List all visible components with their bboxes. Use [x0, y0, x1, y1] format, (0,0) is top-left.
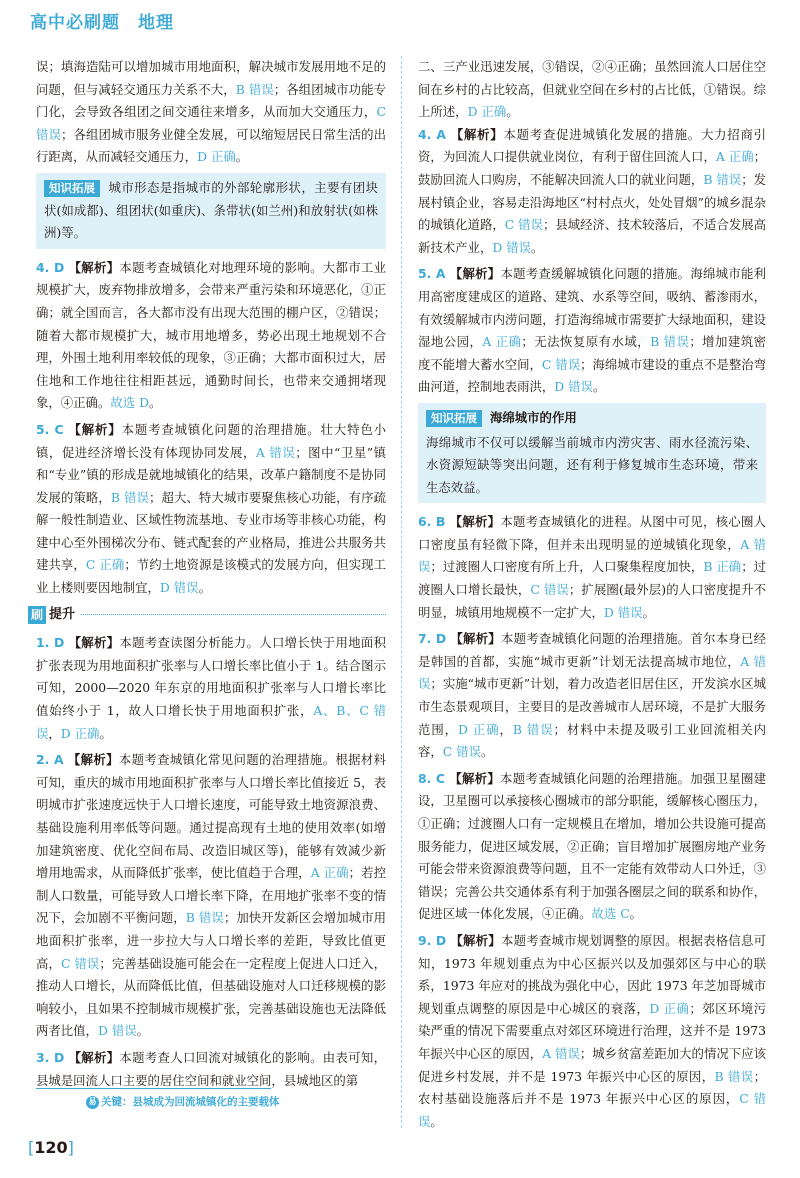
- answer-number: 5. C: [36, 421, 64, 437]
- answer-verdict: A 错误: [418, 536, 767, 575]
- answer-verdict: A、B、C 错误: [36, 703, 386, 741]
- analysis-tag: 【解析】: [449, 770, 501, 786]
- answer-verdict: B 错误: [235, 81, 274, 97]
- text-run: ；扩展圈(最外层)的人口密度提升不明显，城镇用地规模不一定扩大，: [418, 582, 767, 620]
- analysis-tag: 【解析】: [449, 266, 501, 282]
- answer-verdict: C 错误: [541, 356, 581, 372]
- left-column: [30, 56, 387, 1110]
- answer-verdict: D 正确: [649, 1000, 690, 1016]
- answer-verdict: D 正确: [197, 149, 236, 165]
- text-run: ；若控制人口数量，可能导致人口增长率下降，在用地扩张率不变的情况下，会加剧不平衡问题，: [36, 865, 387, 926]
- left-q3-continuation: [36, 56, 386, 169]
- text-run: ；超大、特大城市要聚焦核心功能，有序疏解一般性制造业、区域性物流基地、专业市场等非核心功能，构建中心至外围梯次分布、链式配套的产业格局，推进公共服务共建共享，: [36, 489, 387, 573]
- answer-number: 4. D: [36, 259, 65, 275]
- text-run: 。: [642, 604, 655, 620]
- text-run: 。: [531, 239, 544, 255]
- answer-number: 1. D: [36, 635, 65, 651]
- text-run: ；增加建筑密度不能增大蓄水空间，: [418, 334, 767, 372]
- answer-number: 8. C: [418, 770, 446, 786]
- text-run: ；城乡贫富差距加大的情况下应该促进乡村发展，并不是 1973 年振兴中心区的原因，: [418, 1045, 767, 1084]
- answer-item: [36, 257, 386, 415]
- answer-verdict: A 错误: [418, 653, 766, 692]
- analysis-tag: 【解析】: [450, 932, 501, 948]
- answer-item: [418, 628, 766, 764]
- page-header-title: 高中必刷题 地理: [30, 13, 174, 33]
- answer-number: 2. A: [36, 752, 64, 768]
- answer-verdict: D 错误: [159, 580, 199, 596]
- answer-verdict: C 错误: [60, 955, 100, 971]
- text-run: 本题考查城市规划调整的原因。根据表格信息可知，1973 年规划重点为中心区振兴以及加强郊区与中心的联系，1973 年应对的挑战为强化中心，因此 1973 年芝加哥城市规划重点调整的原因是中心城区的衰落，: [418, 932, 766, 1016]
- section-heading-improve: [28, 604, 386, 627]
- analysis-tag: 【解析】: [68, 259, 120, 275]
- knowledge-badge: 知识拓展: [44, 180, 100, 197]
- analysis-tag: 【解析】: [67, 752, 119, 768]
- text-run: 本题考查读图分析能力。人口增长快于用地面积扩张表现为用地面积扩张率与人口增长率比值小于 1。结合图示可知，2000—2020 年东京的用地面积扩张率与人口增长率比值始终小于 1，故人口增长快于用地面积扩张，: [36, 635, 387, 719]
- text-run: ，县城地区的第: [271, 1072, 359, 1088]
- answer-number: 4. A: [418, 126, 447, 142]
- text-run: ；各组团城市功能专门化，会导致各组团之间交通往来增多，从而加大交通压力，: [36, 81, 387, 120]
- text-run: ；图中“卫星”镇和“专业”镇的形成是就地城镇化的结果，改革户籍制度不是协同发展的策略，: [36, 444, 387, 505]
- key-point-annotation: [86, 1094, 386, 1110]
- text-run: 。: [198, 580, 211, 596]
- text-run: ；实施“城市更新”计划，着力改造老旧居住区，开发滨水区城市生态景观项目，主要目的是改善城市人居环境，不是扩大服务范围，: [418, 676, 767, 737]
- answer-item: [36, 419, 386, 600]
- answer-verdict: D 正确: [467, 104, 507, 120]
- text-run: 。: [235, 149, 249, 165]
- column-divider: [401, 56, 402, 1128]
- right-q3-continuation: [418, 56, 766, 124]
- section-divider: [81, 614, 386, 615]
- text-run: 本题考查城镇化的进程。从图中可见，核心圈人口密度虽有轻微下降，但并未出现明显的逆城镇化现象，: [418, 514, 767, 552]
- text-run: 本题考查促进城镇化发展的措施。大力招商引资，为回流人口提供就业岗位，有利于留住回流人口，: [418, 126, 767, 165]
- answer-text: [418, 514, 766, 619]
- answer-text: [418, 266, 766, 394]
- text-run: ；加快开发新区会增加城市用地面积扩张率，进一步拉大与人口增长率的差距，导致比值更高，: [36, 910, 387, 971]
- answer-text: [36, 635, 386, 740]
- answer-verdict: D 错误: [603, 604, 643, 620]
- knowledge-title: 海绵城市的作用: [490, 409, 577, 425]
- answer-verdict: B 正确: [703, 559, 742, 575]
- key-point-icon: 易: [86, 1096, 99, 1109]
- answer-item: [418, 511, 766, 624]
- answer-verdict: C 正确: [85, 557, 125, 573]
- text-run: ，: [499, 721, 513, 737]
- text-run: ；发展村镇企业，容易走沿海地区“村村点火，处处冒烟”的城乡混杂的城镇化道路，: [418, 171, 767, 233]
- text-run: ；县域经济、技术较落后，不适合发展高新技术产业，: [418, 217, 767, 255]
- text-run: 。: [149, 395, 162, 411]
- page-number: [120]: [28, 1138, 74, 1157]
- answer-text: [36, 752, 386, 1038]
- answer-number: 7. D: [418, 631, 447, 647]
- answer-item: [36, 1047, 386, 1092]
- answer-verdict: A 错误: [542, 1045, 580, 1061]
- answer-verdict: B 错误: [110, 489, 149, 505]
- text-run: 。: [506, 104, 519, 120]
- text-run: 本题考查城镇化问题的治理措施。壮大特色小镇，促进经济增长没有体现协同发展，: [36, 421, 386, 460]
- answer-verdict: D 正确: [458, 721, 500, 737]
- section-title: 提升: [49, 606, 76, 622]
- text-run: ；完善基础设施可能会在一定程度上促进人口迁入，推动人口增长，从而降低比值，但基础设施对人口迁移规模的影响较小，且如果不控制城市规模扩张，完善基础设施也无法降低两者比值，: [36, 955, 387, 1039]
- text-run: ；填海造陆可以增加城市用地面积，解决城市发展用地不足的问题，但与减轻交通压力关系不大，: [36, 59, 387, 97]
- section-badge: 刷: [28, 606, 46, 624]
- text-run: 。: [592, 379, 606, 395]
- text-run: ；郊区环境污染严重的情况下需要重点对郊区环境进行治理，这并不是 1973 年振兴中心区的原因，: [418, 1000, 767, 1061]
- answer-text: [418, 127, 766, 255]
- analysis-tag: 【解析】: [67, 421, 122, 437]
- answer-verdict: 故选 D: [110, 395, 149, 411]
- answer-verdict: C 错误: [504, 217, 543, 233]
- text-run: ；过渡圈人口增长最快，: [418, 559, 767, 598]
- answer-text: [36, 422, 386, 595]
- answer-verdict: A 正确: [482, 334, 522, 350]
- text-run: 误: [36, 59, 49, 74]
- text-run: 。: [629, 906, 643, 922]
- answer-verdict: D 错误: [97, 1023, 137, 1039]
- analysis-tag: 【解析】: [449, 514, 501, 530]
- text-run: 本题考查城镇化常见问题的治理措施。根据材料可知，重庆的城市用地面积扩张率与人口增长率比值接近 5，表明城市扩张速度远快于人口增长速度，可能导致土地资源浪费、基础设施利用率低等问题。通过提高现有土地的使用效率(如增加建筑密度、优化空间布局、改造旧城区等)，能够有效减少新增用地需求，从而降低扩张率，使比值趋于合理，: [36, 752, 387, 881]
- answer-verdict: B 错误: [714, 1068, 754, 1084]
- answer-text: [418, 631, 766, 759]
- answer-verdict: D 错误: [492, 239, 531, 255]
- text-run: ；无法恢复原有水域，: [521, 334, 651, 350]
- text-run: 。: [480, 744, 494, 760]
- answer-verdict: D 错误: [554, 379, 593, 395]
- answer-text: [418, 933, 766, 1129]
- answer-verdict: C 错误: [442, 744, 481, 760]
- answer-verdict: A 错误: [255, 444, 296, 460]
- text-run: ；海绵城市建设的重点不是整治弯曲河道，控制地表雨洪，: [418, 356, 767, 395]
- text-run: ；鼓励回流人口购房，不能解决回流人口的就业问题，: [418, 149, 766, 187]
- text-run: 二、三产业迅速发展，③错误，②④正确；虽然回流人口居住空间在乡村的占比较高，但就业空间在乡村的占比低，①错误。综上所述，: [418, 59, 766, 120]
- answer-text: [418, 771, 766, 922]
- knowledge-badge: 知识拓展: [426, 410, 482, 427]
- text-run: ；过渡圈人口密度有所上升，人口聚集程度加快，: [430, 559, 704, 575]
- answer-item: [418, 124, 766, 260]
- answer-verdict: C 错误: [530, 582, 569, 598]
- text-run: ；节约土地资源是该模式的发展方向，但实现工业上楼则要因地制宜，: [36, 557, 387, 596]
- answer-verdict: B 错误: [512, 721, 554, 737]
- answer-item: [418, 263, 766, 399]
- knowledge-box-city-shape: [36, 173, 386, 249]
- page-number-value: 120: [34, 1138, 68, 1157]
- answer-verdict: A 正确: [310, 865, 349, 881]
- answer-number: 6. B: [418, 514, 446, 530]
- analysis-tag: 【解析】: [68, 1049, 120, 1065]
- text-run: 本题考查城镇化问题的治理措施。加强卫星圈建设，卫星圈可以承接核心圈城市的部分职能，缓解核心圈压力，①正确；过渡圈人口有一定规模且在增加，增加公共设施可提高服务能力，促进区域发展，②正确；盲目增加扩展圈房地产业务可能会带来资源浪费等问题，且不一定能有效带动人口外迁，③错误；完善公共交通体系有利于加强各圈层之间的联系和协作，促进区域一体化发展，④正确。: [418, 770, 767, 922]
- text-run: ；各组团城市服务业健全发展，可以缩短居民日常生活的出行距离，从而减轻交通压力，: [36, 126, 387, 165]
- key-point-text: 关键：县城成为回流城镇化的主要载体: [101, 1096, 280, 1109]
- answer-verdict: B 错误: [703, 171, 742, 187]
- answer-verdict: C 错误: [36, 104, 386, 142]
- knowledge-text: 海绵城市不仅可以缓解当前城市内涝灾害、雨水径流污染、水资源短缺等突出问题，还有利于修复城市生态环境，带来生态效益。: [426, 434, 758, 495]
- answer-verdict: D 正确: [60, 725, 100, 741]
- text-run: 。: [136, 1023, 149, 1039]
- text-run: 本题考查城镇化对地理环境的影响。大都市工业规模扩大，废弃物排放增多，会带来严重污染和环境恶化，①正确；就全国而言，各大都市没有出现大范围的棚户区，②错误；随着大都市规模扩大，城市用地增多，势必出现土地规划不合理，外围土地利用率较低的现象，③正确；大都市面积过大，居住地和工作地往往相距甚远，通勤时间长，也带来交通拥堵现象，④正确。: [36, 259, 387, 411]
- answer-number: 3. D: [36, 1049, 65, 1065]
- text-run: ；农村基础设施落后并不是 1973 年振兴中心区的原因，: [418, 1068, 766, 1107]
- text-run: 。: [430, 1113, 443, 1129]
- knowledge-box-sponge-city: [418, 403, 766, 503]
- answer-item: [36, 749, 386, 1043]
- answer-item: [36, 632, 386, 745]
- answer-item: [418, 768, 766, 926]
- answer-number: 5. A: [418, 266, 446, 282]
- answer-number: 9. D: [418, 932, 447, 948]
- text-run: 本题考查城镇化问题的治理措施。首尔本身已经是韩国的首都，实施“城市更新”计划无法提高城市地位，: [418, 631, 766, 669]
- analysis-tag: 【解析】: [450, 631, 501, 647]
- text-run: 。: [99, 725, 112, 741]
- knowledge-text: 城市形态是指城市的外部轮廓形状，主要有团块状(如成都)、组团状(如重庆)、条带状(如兰州)和放射状(如株洲)等。: [44, 179, 378, 241]
- answer-verdict: C 错误: [418, 1091, 767, 1129]
- analysis-tag: 【解析】: [450, 126, 504, 142]
- answer-verdict: 故选 C: [591, 906, 630, 922]
- text-run: 本题考查人口回流对城镇化的影响。由表可知，: [119, 1049, 387, 1065]
- analysis-tag: 【解析】: [68, 635, 120, 651]
- right-column: [418, 56, 766, 1137]
- answer-verdict: B 错误: [185, 910, 224, 926]
- answer-item: [418, 930, 766, 1133]
- text-run: ，: [48, 725, 61, 741]
- text-run: 本题考查缓解城镇化问题的措施。海绵城市能利用高密度建成区的道路、建筑、水系等空间，吸纳、蓄渗雨水，有效缓解城市内涝问题，打造海绵城市需要扩大绿地面积，建设湿地公园，: [418, 266, 767, 350]
- underlined-key-text: 县城是回流人口主要的居住空间和就业空间: [36, 1072, 272, 1088]
- answer-verdict: A 正确: [715, 149, 754, 165]
- answer-text: [36, 260, 386, 411]
- text-run: ；材料中未提及吸引工业回流相关内容，: [418, 721, 767, 760]
- answer-verdict: B 错误: [650, 334, 690, 350]
